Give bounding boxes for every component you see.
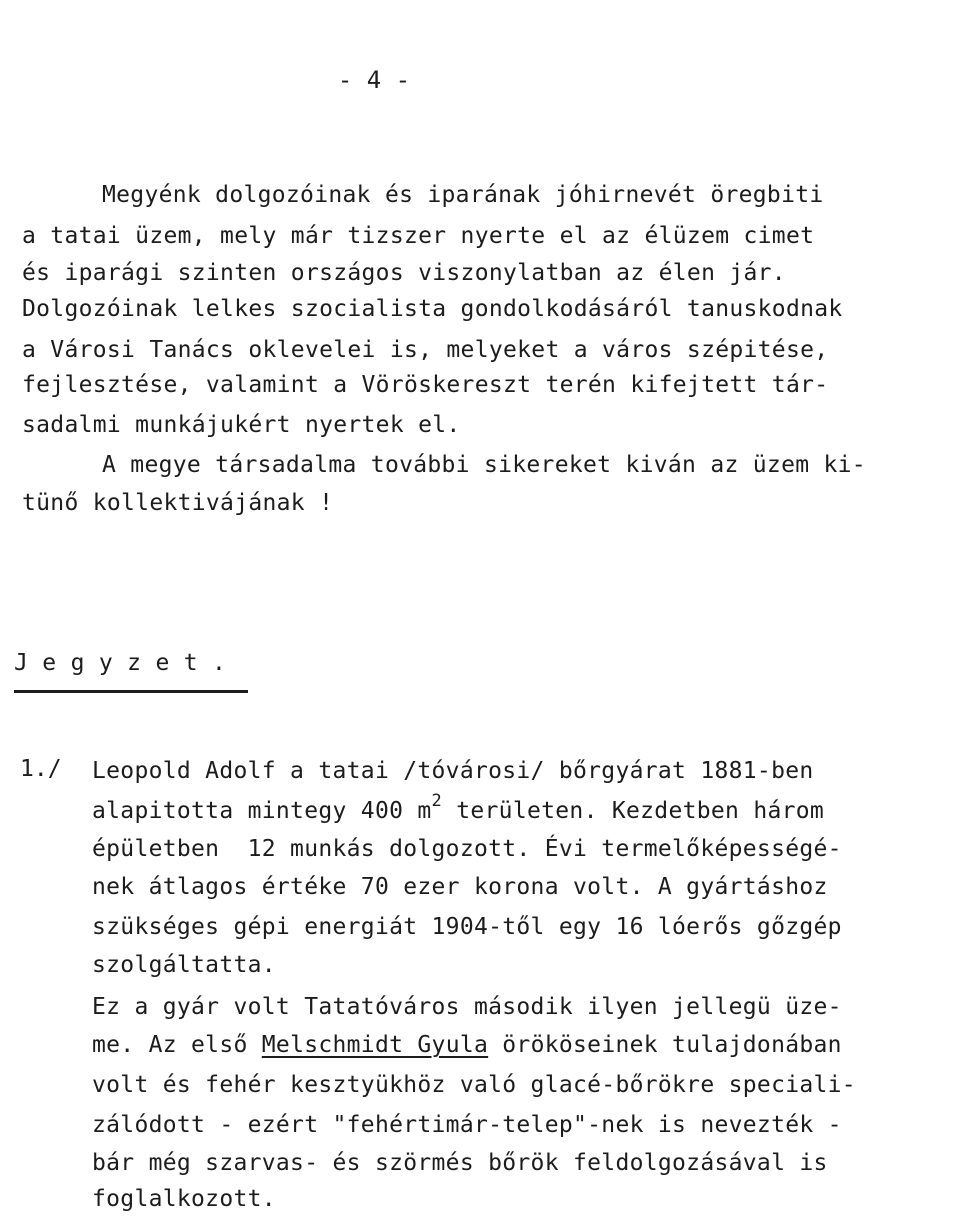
note-line: volt és fehér kesztyükhöz való glacé-bőrökre speciali- [92, 1072, 856, 1098]
paragraph-line: és iparági szinten országos viszonylatban az élen jár. [22, 260, 786, 286]
note-text: örököseinek tulajdonában [488, 1032, 842, 1058]
heading-underline [14, 690, 248, 693]
note-number: 1./ [20, 756, 62, 782]
note-line: épületben 12 munkás dolgozott. Évi termelőképességé- [92, 836, 842, 862]
paragraph-line: Dolgozóinak lelkes szocialista gondolkodásáról tanuskodnak [22, 296, 843, 322]
note-line: Ez a gyár volt Tatatóváros második ilyen jellegü üze- [92, 994, 842, 1020]
note-text: alapitotta mintegy 400 m [92, 798, 432, 824]
note-line: zálódott - ezért "fehértimár-telep"-nek is nevezték - [92, 1112, 842, 1138]
paragraph-line: fejlesztése, valamint a Vöröskereszt terén kifejtett tár- [22, 372, 829, 398]
note-text: me. Az első [92, 1032, 262, 1058]
paragraph-line: Megyénk dolgozóinak és iparának jóhirnevét öregbiti [102, 182, 824, 208]
note-line: foglalkozott. [92, 1186, 276, 1212]
underlined-name: Melschmidt Gyula [261, 1032, 489, 1058]
note-line: bár még szarvas- és szörmés bőrök feldolgozásával is [92, 1150, 828, 1176]
note-line: nek átlagos értéke 70 ezer korona volt. A gyártáshoz [92, 874, 828, 900]
note-text: területen. Kezdetben három [442, 798, 825, 824]
paragraph-line: A megye társadalma további sikereket kiván az üzem ki- [102, 452, 866, 478]
paragraph-line: a Városi Tanács oklevelei is, melyeket a város szépitése, [22, 337, 829, 363]
notes-heading: J e g y z e t . [14, 650, 227, 676]
note-line: szükséges gépi energiát 1904-től egy 16 lóerős gőzgép [92, 914, 842, 940]
note-line: Leopold Adolf a tatai /tóvárosi/ bőrgyárat 1881-ben [92, 758, 814, 784]
page-number: - 4 - [337, 66, 411, 94]
note-line [92, 1030, 842, 1060]
paragraph-line: sadalmi munkájukért nyertek el. [22, 412, 461, 438]
note-line: szolgáltatta. [92, 952, 276, 978]
superscript: 2 [431, 791, 443, 811]
paragraph-line: tünő kollektivájának ! [22, 490, 334, 516]
note-line [92, 791, 825, 826]
paragraph-line: a tatai üzem, mely már tizszer nyerte el az élüzem cimet [22, 223, 815, 249]
